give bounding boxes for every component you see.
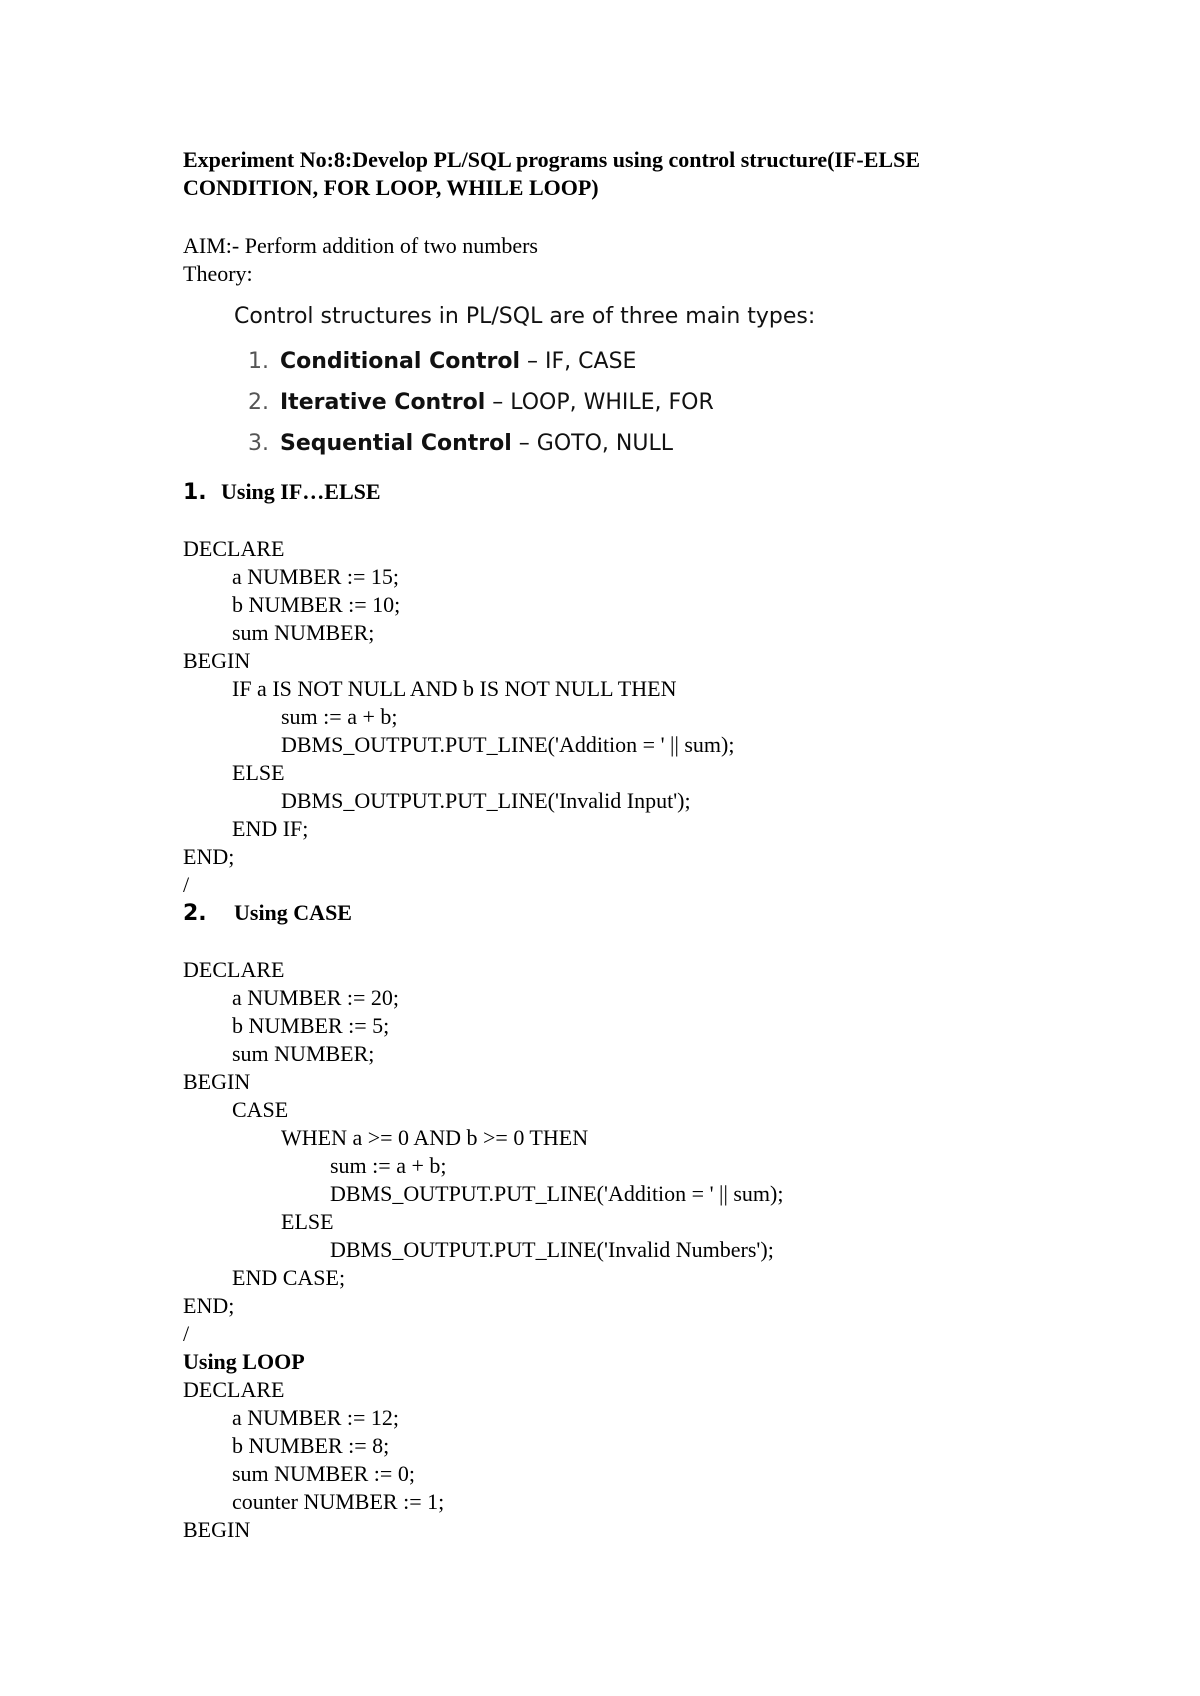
theory-item [248, 389, 714, 417]
section-title: Using LOOP [183, 1349, 305, 1374]
code-line: a NUMBER := 12; [232, 1405, 400, 1430]
code-line: a NUMBER := 20; [232, 985, 400, 1010]
code-line: DECLARE [183, 957, 285, 982]
section-number: 2. [183, 901, 207, 926]
section-heading-case [183, 899, 352, 928]
code-line: END; [183, 1293, 235, 1318]
code-line: ELSE [281, 1209, 334, 1234]
section-title: Using IF…ELSE [221, 479, 381, 504]
code-line: DBMS_OUTPUT.PUT_LINE('Addition = ' || sum); [281, 732, 735, 757]
theory-intro: Control structures in PL/SQL are of three main types: [234, 304, 816, 329]
theory-item-number: 3. [248, 431, 269, 456]
theory-item-term: Sequential Control [280, 431, 512, 456]
code-line: sum NUMBER; [232, 1041, 375, 1066]
code-line: b NUMBER := 8; [232, 1433, 390, 1458]
code-line: / [183, 872, 190, 897]
section-number: 1. [183, 480, 207, 505]
code-line: END CASE; [232, 1265, 346, 1290]
code-line: WHEN a >= 0 AND b >= 0 THEN [281, 1125, 589, 1150]
code-line: BEGIN [183, 1517, 251, 1542]
code-line: DECLARE [183, 536, 285, 561]
code-line: / [183, 1321, 190, 1346]
code-line: BEGIN [183, 648, 251, 673]
code-line: a NUMBER := 15; [232, 564, 400, 589]
code-line: DBMS_OUTPUT.PUT_LINE('Invalid Input'); [281, 788, 691, 813]
code-line: END; [183, 844, 235, 869]
section-title: Using CASE [234, 900, 352, 925]
code-line: sum := a + b; [281, 704, 398, 729]
theory-label: Theory: [183, 261, 253, 286]
theory-item-number: 1. [248, 349, 269, 374]
theory-item-desc: – LOOP, WHILE, FOR [485, 390, 714, 415]
theory-item-desc: – IF, CASE [520, 349, 637, 374]
code-line: DBMS_OUTPUT.PUT_LINE('Addition = ' || sum); [330, 1181, 784, 1206]
code-line: b NUMBER := 10; [232, 592, 401, 617]
code-line: END IF; [232, 816, 309, 841]
theory-item [248, 348, 636, 376]
code-line: IF a IS NOT NULL AND b IS NOT NULL THEN [232, 676, 677, 701]
theory-item-term: Conditional Control [280, 349, 521, 374]
page-title: Experiment No:8:Develop PL/SQL programs using control structure(IF-ELSE CONDITION, FOR LOOP, WHILE LOOP) [183, 147, 920, 200]
code-line: counter NUMBER := 1; [232, 1489, 445, 1514]
theory-item-number: 2. [248, 390, 269, 415]
code-line: sum := a + b; [330, 1153, 447, 1178]
code-line: BEGIN [183, 1069, 251, 1094]
section-heading-loop [183, 1348, 305, 1376]
theory-item-desc: – GOTO, NULL [511, 431, 673, 456]
code-line: sum NUMBER := 0; [232, 1461, 415, 1486]
theory-item-term: Iterative Control [280, 390, 486, 415]
code-line: sum NUMBER; [232, 620, 375, 645]
theory-item [248, 430, 673, 458]
code-line: ELSE [232, 760, 285, 785]
aim-text: AIM:- Perform addition of two numbers [183, 233, 538, 258]
code-line: CASE [232, 1097, 289, 1122]
code-line: b NUMBER := 5; [232, 1013, 390, 1038]
section-heading-if-else [183, 478, 381, 507]
code-line: DECLARE [183, 1377, 285, 1402]
code-line: DBMS_OUTPUT.PUT_LINE('Invalid Numbers'); [330, 1237, 774, 1262]
